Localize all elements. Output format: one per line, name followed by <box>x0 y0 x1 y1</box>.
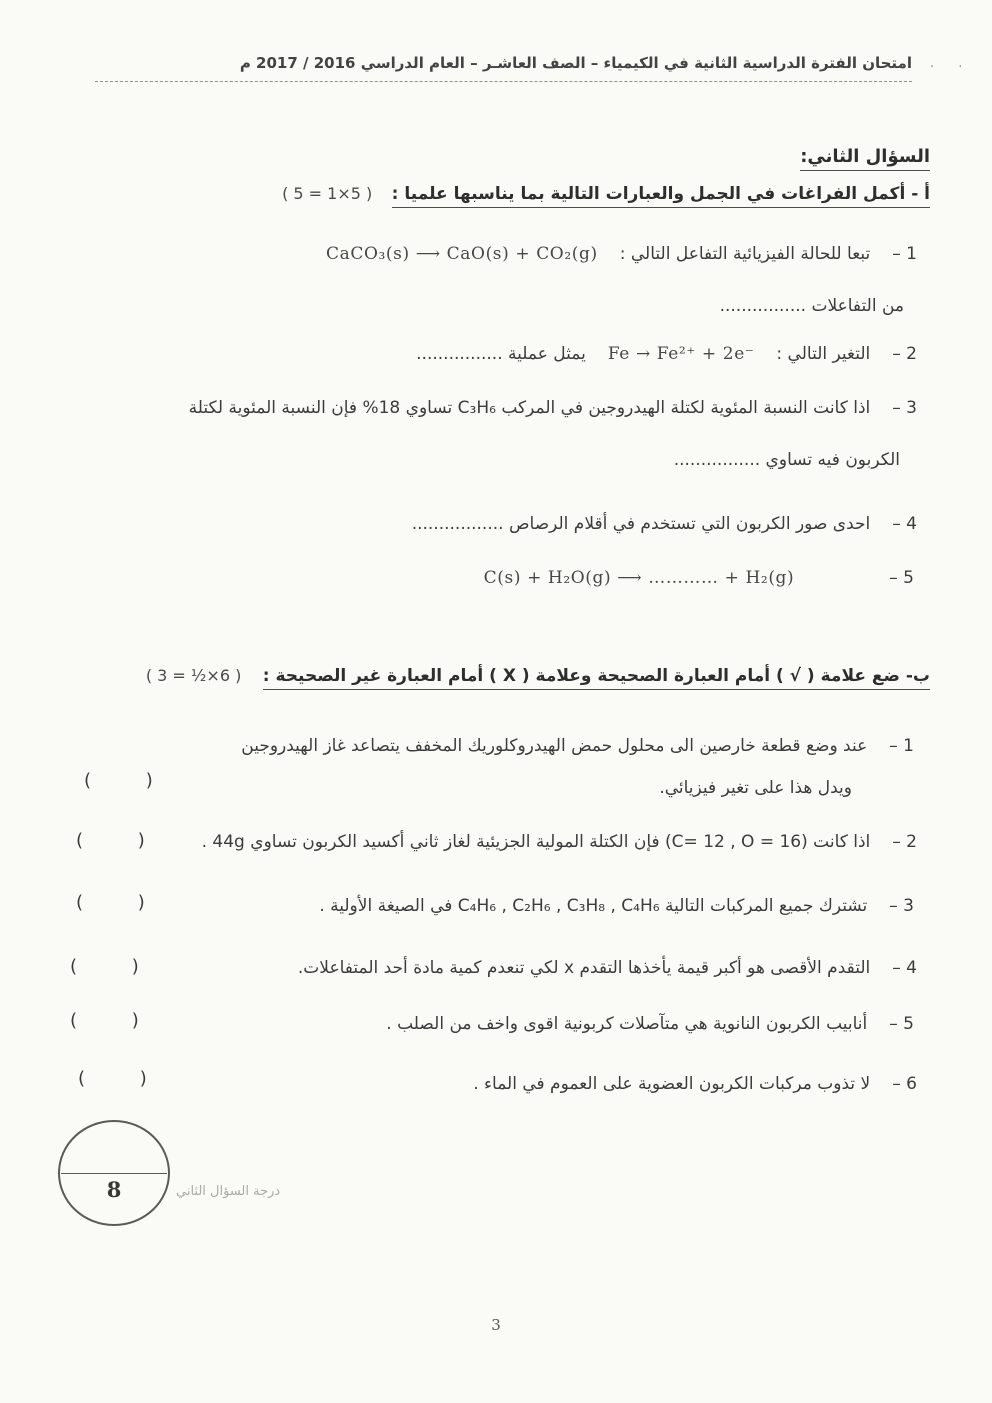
answer-slot-4: ( ) <box>70 956 140 977</box>
section-b-heading <box>146 666 930 686</box>
exam-header-text: امتحان الفترة الدراسية الثانية في الكيمياء – الصف العاشـر – العام الدراسي 2016 / 2017 م <box>239 54 912 72</box>
item-a5-equation: C(s) + H₂O(g) ⟶ ………… + H₂(g) <box>483 568 795 588</box>
item-a2-intro: التغير التالي : <box>776 344 871 364</box>
answer-slot-3: ( ) <box>76 892 146 913</box>
section-a-heading <box>282 184 930 204</box>
page-number: 3 <box>491 1316 501 1334</box>
item-b5-text: أنابيب الكربون النانوية هي متآصلات كربونية اقوى واخف من الصلب . <box>386 1014 868 1034</box>
item-a1-equation: CaCO₃(s) ⟶ CaO(s) + CO₂(g) <box>326 244 598 264</box>
answer-slot-1: ( ) <box>84 770 154 791</box>
item-a4-number: 4 – <box>892 514 917 534</box>
item-b3-number: 3 – <box>889 896 914 916</box>
item-b1-text: عند وضع قطعة خارصين الى محلول حمض الهيدروكلوريك المخفف يتصاعد غاز الهيدروجين <box>241 736 868 756</box>
item-b4-number: 4 – <box>892 958 917 978</box>
item-b3-line <box>319 896 914 916</box>
item-a1-line2: من التفاعلات ................ <box>719 296 904 316</box>
item-a4-text: احدى صور الكربون التي تستخدم في أقلام الرصاص ................. <box>411 514 871 534</box>
item-b3-text: تشترك جميع المركبات التالية C₄H₆ , C₂H₆ , C₃H₈ , C₄H₆ في الصيغة الأولية . <box>319 896 868 916</box>
item-a1-line1 <box>326 244 917 264</box>
exam-header <box>95 54 912 82</box>
scan-corner-marks: · · <box>930 60 973 75</box>
item-a2-number: 2 – <box>892 344 917 364</box>
answer-slot-6: ( ) <box>78 1068 148 1089</box>
item-a3-line1 <box>189 398 917 418</box>
item-a1-intro: تبعا للحالة الفيزيائية التفاعل التالي : <box>619 244 871 264</box>
item-a5-number: 5 – <box>889 568 914 588</box>
item-a3-number: 3 – <box>892 398 917 418</box>
answer-slot-5: ( ) <box>70 1010 140 1031</box>
section-a-marks: ( 5 = 1×5 ) <box>282 184 373 203</box>
section-b-marks: ( 3 = ½×6 ) <box>145 666 242 685</box>
item-b1-number: 1 – <box>889 736 914 756</box>
question-title: السؤال الثاني: <box>800 146 930 171</box>
score-divider-line <box>61 1173 167 1174</box>
section-b-heading-text: ب- ضع علامة ( √ ) أمام العبارة الصحيحة وعلامة ( X ) أمام العبارة غير الصحيحة : <box>263 666 930 690</box>
item-b1-line1 <box>241 736 914 756</box>
item-b2-line <box>202 832 917 852</box>
item-b6-line <box>473 1074 917 1094</box>
item-a2-tail: يمثل عملية ................ <box>416 344 586 364</box>
score-circle <box>58 1120 170 1226</box>
item-b6-number: 6 – <box>892 1074 917 1094</box>
item-a1-number: 1 – <box>892 244 917 264</box>
item-a3-text: اذا كانت النسبة المئوية لكتلة الهيدروجين في المركب C₃H₆ تساوي 18% فإن النسبة المئوية لكتلة <box>188 398 871 418</box>
item-b2-text: اذا كانت (C= 12 , O = 16) فإن الكتلة المولية الجزيئية لغاز ثاني أكسيد الكربون تساوي 44g . <box>201 832 871 852</box>
item-b5-number: 5 – <box>889 1014 914 1034</box>
item-a3-line2: الكربون فيه تساوي ................ <box>673 450 900 470</box>
item-a4-line <box>412 514 917 534</box>
item-b4-text: التقدم الأقصى هو أكبر قيمة يأخذها التقدم x لكي تنعدم كمية مادة أحد المتفاعلات. <box>297 958 871 978</box>
section-a-heading-text: أ - أكمل الفراغات في الجمل والعبارات التالية بما يناسبها علميا : <box>392 184 930 208</box>
item-b6-text: لا تذوب مركبات الكربون العضوية على العموم في الماء . <box>473 1074 871 1094</box>
score-label: درجة السؤال الثاني <box>176 1184 281 1199</box>
score-value: 8 <box>106 1177 122 1203</box>
item-a2-line <box>416 344 917 364</box>
item-b4-line <box>298 958 917 978</box>
item-b2-number: 2 – <box>892 832 917 852</box>
answer-slot-2: ( ) <box>76 830 146 851</box>
item-a5-line <box>484 568 914 588</box>
item-b5-line <box>386 1014 914 1034</box>
item-b1-line2: ويدل هذا على تغير فيزيائي. <box>659 778 852 798</box>
item-a2-equation: Fe → Fe²⁺ + 2e⁻ <box>607 344 755 364</box>
